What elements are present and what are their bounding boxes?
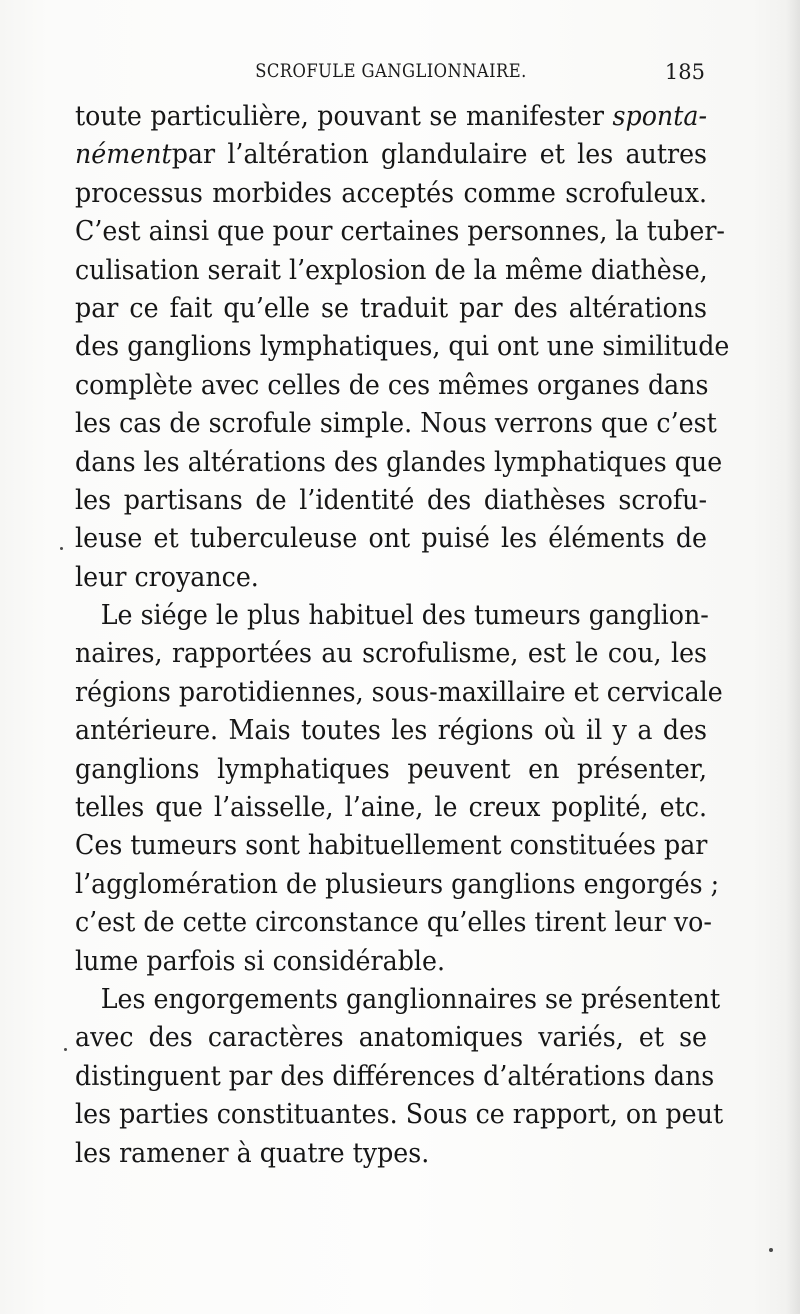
text-line-13: leur croyance. (75, 560, 259, 593)
body-text (75, 97, 730, 1172)
print-speck (60, 547, 63, 550)
text-line-20: Ces tumeurs sont habituellement constituées par (75, 829, 708, 862)
running-head (75, 58, 707, 90)
text-line-21: l’agglomération de plusieurs ganglions engorgés ; (75, 867, 720, 900)
text-line-25: avec des caractères anatomiques variés, et se (75, 1021, 708, 1054)
line-2-text: par l’altération glandulaire et les autres (171, 138, 708, 171)
text-line-28: les ramener à quatre types. (75, 1136, 430, 1169)
text-line-17: antérieure. Mais toutes les régions où il y a des (75, 714, 708, 747)
text-line-5: culisation serait l’explosion de la même diathèse, (75, 253, 708, 286)
text-line-22: c’est de cette circonstance qu’elles tirent leur vo- (75, 906, 712, 939)
text-line-8: complète avec celles de ces mêmes organes dans (75, 368, 709, 401)
text-line-3: processus morbides acceptés comme scrofuleux. (75, 176, 708, 209)
line-1-text: toute particulière, pouvant se manifester (75, 100, 613, 132)
running-title: SCROFULE GANGLIONNAIRE. (255, 60, 527, 82)
text-line-18: ganglions lymphatiques peuvent en présenter, (75, 752, 708, 785)
text-line-2 (75, 135, 707, 173)
text-line-27: les parties constituantes. Sous ce rapport, on peut (75, 1098, 724, 1131)
text-line-16: régions parotidiennes, sous-maxillaire et cervicale (75, 675, 723, 708)
text-line-11: les partisans de l’identité des diathèses scrofu- (75, 483, 708, 516)
text-line-7: des ganglions lymphatiques, qui ont une similitude (75, 330, 730, 363)
text-line-12: leuse et tuberculeuse ont puisé les éléments de (75, 522, 708, 555)
print-speck (769, 1248, 773, 1252)
text-line-15: naires, rapportées au scrofulisme, est le cou, les (75, 637, 708, 670)
text-line-24: Les engorgements ganglionnaires se présentent (100, 982, 721, 1015)
text-line-14: Le siége le plus habituel des tumeurs ganglion- (100, 599, 709, 632)
text-line-4: C’est ainsi que pour certaines personnes, la tuber- (75, 215, 725, 248)
text-line-10: dans les altérations des glandes lymphatiques que (75, 445, 723, 478)
page-edge-shadow (786, 0, 800, 1314)
print-speck (64, 1048, 67, 1051)
emphasis-word-part-2: nément (75, 138, 172, 171)
text-line-26: distinguent par des différences d’altérations dans (75, 1059, 715, 1092)
text-line-9: les cas de scrofule simple. Nous verrons que c’est (75, 407, 717, 440)
text-line-1 (75, 97, 707, 135)
text-line-23: lume parfois si considérable. (75, 944, 446, 977)
text-line-19: telles que l’aisselle, l’aine, le creux poplité, etc. (75, 791, 708, 824)
emphasis-word-part-1: sponta- (612, 100, 708, 132)
page-number: 185 (664, 60, 705, 84)
text-line-6: par ce fait qu’elle se traduit par des altérations (75, 291, 708, 324)
